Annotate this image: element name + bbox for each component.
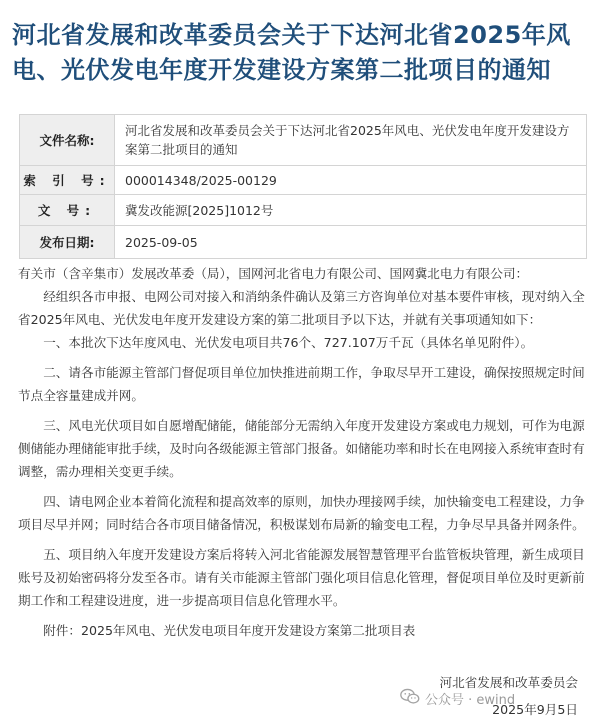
watermark-text: 公众号 · ewind — [425, 693, 516, 708]
notice-body — [18, 262, 590, 642]
attachment-line: 附件：2025年风电、光伏发电项目年度开发建设方案第二批项目表 — [43, 623, 416, 638]
meta-row-filename — [20, 115, 587, 166]
item-3-paragraph: 三、风电光伏项目如自愿增配储能，储能部分无需纳入年度开发建设方案或电力规划，可作为电源侧储能办理储能审批手续，及时向各级能源主管部门报备。如储能功率和时长在电网接入系统审查时有调整，需办理相关变更手续。 — [18, 418, 585, 479]
item-1-paragraph: 一、本批次下达年度风电、光伏发电项目共76个、727.107万千瓦（具体名单见附件）。 — [43, 335, 534, 350]
intro-paragraph: 经组织各市申报、电网公司对接入和消纳条件确认及第三方咨询单位对基本要件审核，现对纳入全省2025年风电、光伏发电年度开发建设方案的第二批项目予以下达，并就有关事项通知如下： — [18, 289, 585, 327]
issuer-signature: 河北省发展和改革委员会 — [439, 675, 578, 690]
meta-value-docnum: 冀发改能源[2025]1012号 — [115, 195, 587, 226]
meta-value-filename: 河北省发展和改革委员会关于下达河北省2025年风电、光伏发电年度开发建设方案第二批项目的通知 — [115, 115, 587, 166]
page-title: 河北省发展和改革委员会关于下达河北省2025年风电、光伏发电年度开发建设方案第二批项目的通知 — [12, 21, 571, 84]
meta-value-date: 2025-09-05 — [115, 226, 587, 259]
meta-label-date: 发布日期: — [20, 226, 115, 259]
meta-row-docnum — [20, 195, 587, 226]
document-meta-table — [19, 114, 587, 259]
meta-row-date — [20, 226, 587, 259]
meta-label-filename: 文件名称: — [20, 115, 115, 166]
meta-value-index: 000014348/2025-00129 — [115, 166, 587, 195]
meta-row-index — [20, 166, 587, 195]
wechat-icon — [400, 688, 420, 709]
meta-label-index: 索 引 号: — [20, 166, 115, 195]
issue-date: 2025年9月5日 — [492, 702, 578, 717]
meta-label-docnum: 文 号: — [20, 195, 115, 226]
recipients-line: 有关市（含辛集市）发展改革委（局），国网河北省电力有限公司、国网冀北电力有限公司： — [18, 266, 529, 281]
item-2-paragraph: 二、请各市能源主管部门督促项目单位加快推进前期工作，争取尽早开工建设，确保按照规定时间节点全容量建成并网。 — [18, 365, 585, 403]
item-5-paragraph: 五、项目纳入年度开发建设方案后将转入河北省能源发展智慧管理平台监管板块管理，新生成项目账号及初始密码将分发至各市。请有关市能源主管部门强化项目信息化管理，督促项目单位及时更新前期工作和工程建设进度，进一步提高项目信息化管理水平。 — [18, 547, 585, 608]
item-4-paragraph: 四、请电网企业本着简化流程和提高效率的原则，加快办理接网手续，加快输变电工程建设，力争项目尽早并网；同时结合各市项目储备情况，积极谋划布局新的输变电工程，力争尽早具备并网条件。 — [18, 494, 585, 532]
